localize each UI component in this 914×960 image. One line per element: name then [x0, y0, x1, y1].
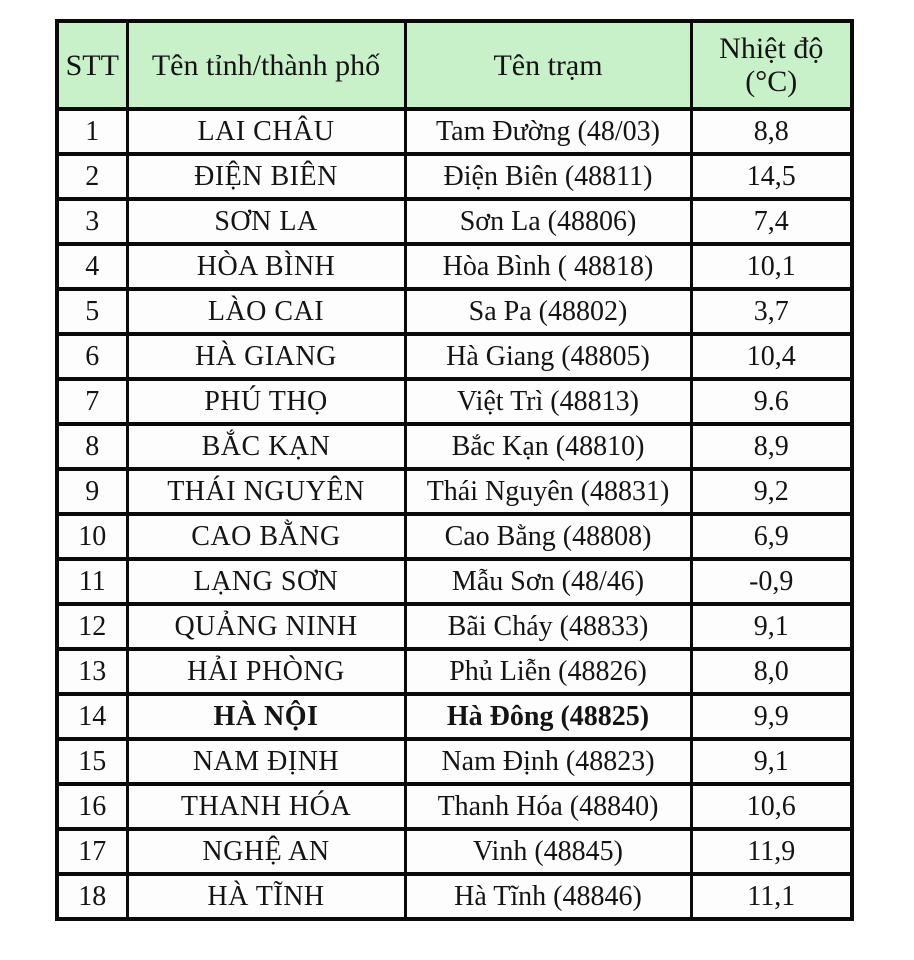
header-temperature-line1: Nhiệt độ: [719, 32, 824, 65]
province-cell: HÀ TĨNH: [127, 874, 405, 919]
temperature-cell: 8,0: [691, 649, 852, 694]
station-cell: Hà Tĩnh (48846): [405, 874, 691, 919]
row-number-cell: 14: [57, 694, 127, 739]
table-row: [57, 604, 852, 649]
temperature-cell: 11,1: [691, 874, 852, 919]
station-cell: Bãi Cháy (48833): [405, 604, 691, 649]
station-cell: Sơn La (48806): [405, 199, 691, 244]
province-cell: LAI CHÂU: [127, 109, 405, 154]
temperature-cell: 6,9: [691, 514, 852, 559]
province-cell: ĐIỆN BIÊN: [127, 154, 405, 199]
row-number-cell: 6: [57, 334, 127, 379]
row-number-cell: 17: [57, 829, 127, 874]
table-header: [57, 21, 852, 109]
row-number-cell: 9: [57, 469, 127, 514]
station-cell: Thái Nguyên (48831): [405, 469, 691, 514]
province-cell: NGHỆ AN: [127, 829, 405, 874]
station-cell: Hà Giang (48805): [405, 334, 691, 379]
table-row: [57, 829, 852, 874]
row-number-cell: 3: [57, 199, 127, 244]
temperature-cell: 7,4: [691, 199, 852, 244]
table-row: [57, 694, 852, 739]
temperature-cell: 11,9: [691, 829, 852, 874]
header-row: [57, 21, 852, 109]
province-cell: HÀ GIANG: [127, 334, 405, 379]
temperature-cell: 9,9: [691, 694, 852, 739]
table-row: [57, 784, 852, 829]
station-cell: Hòa Bình ( 48818): [405, 244, 691, 289]
province-cell: HẢI PHÒNG: [127, 649, 405, 694]
province-cell: HÒA BÌNH: [127, 244, 405, 289]
province-cell: BẮC KẠN: [127, 424, 405, 469]
province-cell: THÁI NGUYÊN: [127, 469, 405, 514]
station-cell: Hà Đông (48825): [405, 694, 691, 739]
station-cell: Việt Trì (48813): [405, 379, 691, 424]
province-cell: PHÚ THỌ: [127, 379, 405, 424]
row-number-cell: 1: [57, 109, 127, 154]
province-cell: HÀ NỘI: [127, 694, 405, 739]
row-number-cell: 15: [57, 739, 127, 784]
header-temperature-line2: (°C): [745, 65, 798, 98]
table-body: [57, 109, 852, 919]
row-number-cell: 5: [57, 289, 127, 334]
table-row: [57, 739, 852, 784]
province-cell: LÀO CAI: [127, 289, 405, 334]
header-stt: STT: [57, 21, 127, 109]
province-cell: NAM ĐỊNH: [127, 739, 405, 784]
temperature-cell: 8,8: [691, 109, 852, 154]
table-row: [57, 334, 852, 379]
table-row: [57, 109, 852, 154]
station-cell: Nam Định (48823): [405, 739, 691, 784]
station-cell: Bắc Kạn (48810): [405, 424, 691, 469]
row-number-cell: 13: [57, 649, 127, 694]
table-row: [57, 514, 852, 559]
table-row: [57, 199, 852, 244]
row-number-cell: 10: [57, 514, 127, 559]
table-row: [57, 244, 852, 289]
station-cell: Mẫu Sơn (48/46): [405, 559, 691, 604]
table-row: [57, 469, 852, 514]
table-row: [57, 379, 852, 424]
temperature-cell: 9,1: [691, 739, 852, 784]
row-number-cell: 8: [57, 424, 127, 469]
province-cell: SƠN LA: [127, 199, 405, 244]
table-row: [57, 289, 852, 334]
table-row: [57, 649, 852, 694]
station-cell: Điện Biên (48811): [405, 154, 691, 199]
temperature-cell: -0,9: [691, 559, 852, 604]
temperature-table-container: [55, 19, 854, 921]
row-number-cell: 11: [57, 559, 127, 604]
station-cell: Cao Bằng (48808): [405, 514, 691, 559]
row-number-cell: 12: [57, 604, 127, 649]
province-cell: QUẢNG NINH: [127, 604, 405, 649]
row-number-cell: 2: [57, 154, 127, 199]
province-cell: CAO BẰNG: [127, 514, 405, 559]
table-row: [57, 559, 852, 604]
temperature-cell: 9,2: [691, 469, 852, 514]
temperature-table: [55, 19, 854, 921]
station-cell: Tam Đường (48/03): [405, 109, 691, 154]
row-number-cell: 4: [57, 244, 127, 289]
temperature-cell: 14,5: [691, 154, 852, 199]
station-cell: Thanh Hóa (48840): [405, 784, 691, 829]
temperature-cell: 10,1: [691, 244, 852, 289]
temperature-cell: 10,6: [691, 784, 852, 829]
table-row: [57, 424, 852, 469]
temperature-cell: 9,1: [691, 604, 852, 649]
province-cell: LẠNG SƠN: [127, 559, 405, 604]
header-station: Tên trạm: [405, 21, 691, 109]
temperature-cell: 8,9: [691, 424, 852, 469]
temperature-cell: 3,7: [691, 289, 852, 334]
station-cell: Vinh (48845): [405, 829, 691, 874]
row-number-cell: 16: [57, 784, 127, 829]
header-province: Tên tỉnh/thành phố: [127, 21, 405, 109]
province-cell: THANH HÓA: [127, 784, 405, 829]
station-cell: Phủ Liễn (48826): [405, 649, 691, 694]
header-temperature: [691, 21, 852, 109]
temperature-cell: 9.6: [691, 379, 852, 424]
station-cell: Sa Pa (48802): [405, 289, 691, 334]
row-number-cell: 18: [57, 874, 127, 919]
row-number-cell: 7: [57, 379, 127, 424]
temperature-cell: 10,4: [691, 334, 852, 379]
table-row: [57, 874, 852, 919]
table-row: [57, 154, 852, 199]
